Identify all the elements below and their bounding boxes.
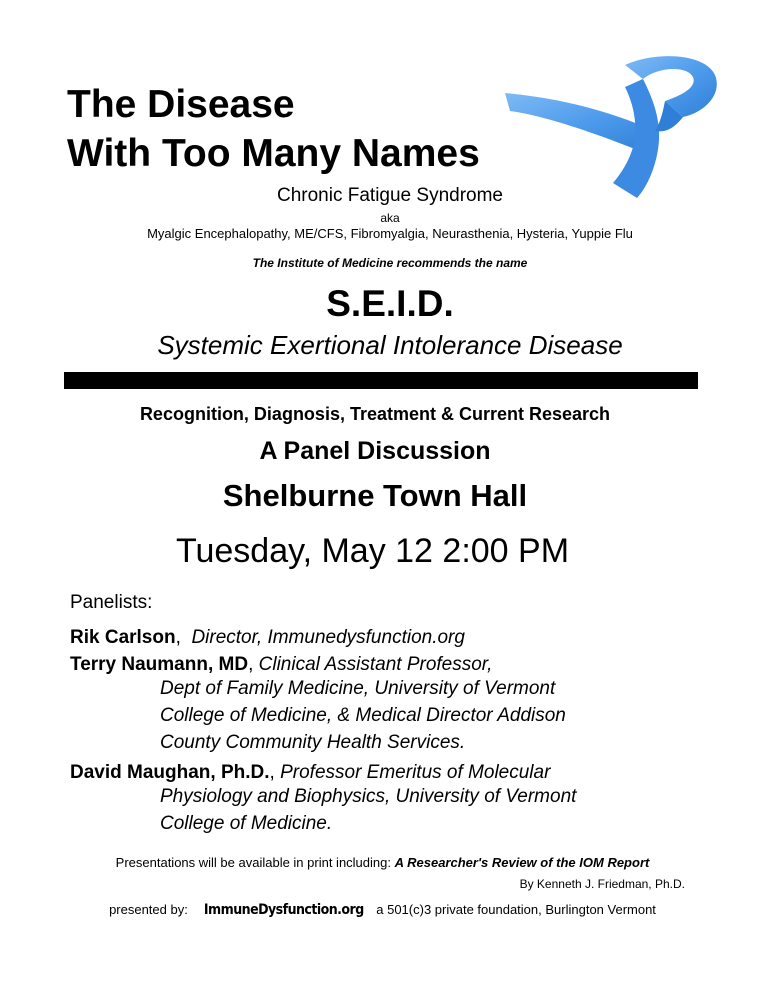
- divider-bar: [64, 372, 698, 389]
- panelist-3: David Maughan, Ph.D., Professor Emeritus of Molecular: [70, 762, 551, 783]
- aka-label: aka: [380, 211, 400, 225]
- panelist-role-line: College of Medicine, & Medical Director Addison: [160, 705, 566, 726]
- title-line-2: With Too Many Names: [67, 132, 480, 175]
- title-line-1: The Disease: [67, 83, 295, 126]
- event-panel: A Panel Discussion: [259, 437, 491, 465]
- panelist-name: Terry Naumann, MD: [70, 654, 249, 675]
- panelist-role-line: Physiology and Biophysics, University of Vermont: [160, 786, 577, 807]
- panelist-name: David Maughan, Ph.D.: [70, 762, 270, 783]
- panelist-role-line: College of Medicine.: [160, 813, 333, 834]
- presentations-text: Presentations will be available in print including:: [115, 855, 395, 870]
- panelist-role: Professor Emeritus of Molecular: [280, 762, 551, 783]
- presentations-note: [0, 855, 765, 870]
- panelist-name: Rik Carlson: [70, 627, 176, 648]
- panelists-label: Panelists:: [70, 592, 153, 613]
- panelist-role: Director, Immunedysfunction.org: [191, 627, 465, 648]
- seid-acronym: S.E.I.D.: [326, 283, 454, 324]
- byline: By Kenneth J. Friedman, Ph.D.: [519, 877, 685, 891]
- panelist-2: Terry Naumann, MD, Clinical Assistant Professor,: [70, 654, 493, 675]
- panelist-role: Clinical Assistant Professor,: [258, 654, 493, 675]
- seid-full-name: Systemic Exertional Intolerance Disease: [157, 330, 623, 360]
- event-venue: Shelburne Town Hall: [222, 478, 528, 513]
- poster-title: [67, 80, 480, 178]
- subtitle: Chronic Fatigue Syndrome: [277, 185, 503, 206]
- presented-by-label: presented by:: [109, 902, 188, 917]
- brand-logo: ImmuneDysfunction.org: [203, 902, 364, 918]
- iom-note: The Institute of Medicine recommends the name: [252, 256, 528, 270]
- panelist-1: Rik Carlson, Director, Immunedysfunction.org: [70, 627, 465, 648]
- awareness-ribbon-icon: [505, 53, 720, 198]
- event-date: Tuesday, May 12 2:00 PM: [175, 532, 570, 570]
- foundation-text: a 501(c)3 private foundation, Burlington Vermont: [372, 902, 656, 917]
- presented-by: [0, 902, 765, 918]
- report-title: A Researcher's Review of the IOM Report: [394, 855, 650, 870]
- panelist-role-line: Dept of Family Medicine, University of Vermont: [160, 678, 556, 699]
- event-topic: Recognition, Diagnosis, Treatment & Current Research: [139, 404, 611, 424]
- other-names: Myalgic Encephalopathy, ME/CFS, Fibromyalgia, Neurasthenia, Hysteria, Yuppie Flu: [147, 226, 633, 241]
- panelist-role-line: County Community Health Services.: [160, 732, 466, 753]
